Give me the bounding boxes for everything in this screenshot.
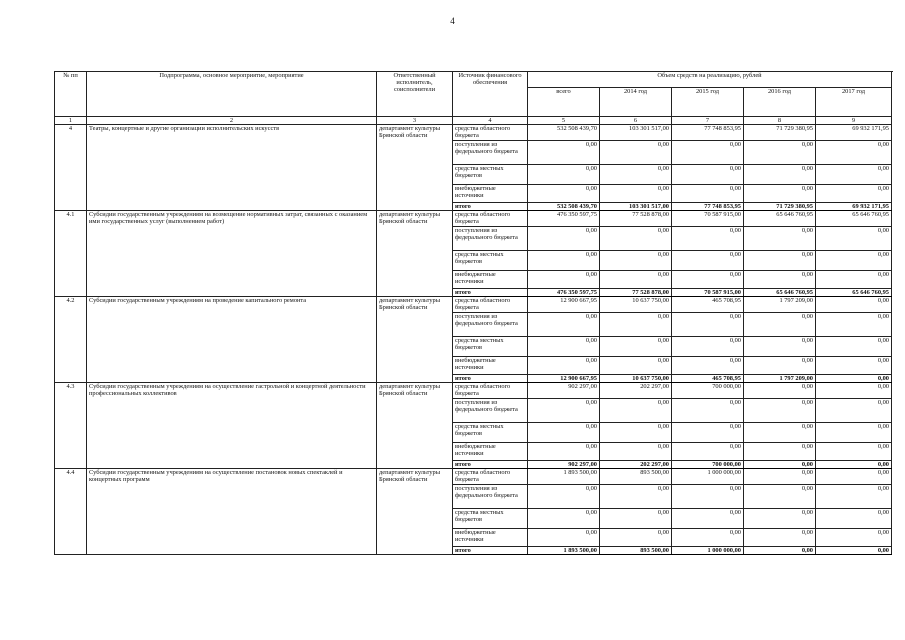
table-row — [55, 297, 892, 313]
amount-cell: 0,00 — [528, 141, 600, 165]
amount-cell: 0,00 — [816, 383, 892, 399]
amount-cell: 0,00 — [816, 271, 892, 289]
amount-cell: 0,00 — [600, 529, 672, 547]
amount-cell: 0,00 — [600, 313, 672, 337]
funding-source: итого — [453, 461, 528, 469]
amount-cell: 0,00 — [744, 357, 816, 375]
funding-source: итого — [453, 547, 528, 555]
amount-cell: 0,00 — [744, 443, 816, 461]
funding-source: средства местных бюджетов — [453, 251, 528, 271]
amount-cell: 202 297,00 — [600, 461, 672, 469]
program-name: Субсидии государственным учреждениям на возмещение нормативных затрат, связанных с оказанием ими государственных услуг (выполнением работ) — [87, 211, 377, 297]
amount-cell: 0,00 — [672, 165, 744, 185]
page-number: 4 — [450, 16, 455, 26]
funding-source: поступления из федерального бюджета — [453, 227, 528, 251]
table-body — [55, 125, 892, 555]
amount-cell: 0,00 — [600, 423, 672, 443]
amount-cell: 0,00 — [600, 509, 672, 529]
table-row — [55, 211, 892, 227]
executor-name: департамент культуры Брянской области — [377, 211, 453, 297]
amount-cell: 0,00 — [816, 399, 892, 423]
amount-cell: 0,00 — [528, 227, 600, 251]
amount-cell: 0,00 — [672, 485, 744, 509]
amount-cell: 0,00 — [672, 251, 744, 271]
amount-cell: 893 500,00 — [600, 547, 672, 555]
amount-cell: 69 932 171,95 — [816, 125, 892, 141]
amount-cell: 0,00 — [816, 443, 892, 461]
amount-cell: 0,00 — [744, 227, 816, 251]
table-row — [55, 469, 892, 485]
col-num-header: № пп — [55, 72, 87, 117]
amount-cell: 0,00 — [744, 165, 816, 185]
amount-cell: 0,00 — [816, 423, 892, 443]
amount-cell: 0,00 — [528, 443, 600, 461]
amount-cell: 0,00 — [528, 165, 600, 185]
amount-cell: 0,00 — [816, 357, 892, 375]
amount-cell: 0,00 — [744, 529, 816, 547]
funding-source: средства местных бюджетов — [453, 337, 528, 357]
funding-source: итого — [453, 203, 528, 211]
amount-cell: 0,00 — [600, 185, 672, 203]
amount-cell: 0,00 — [744, 313, 816, 337]
amount-cell: 1 893 500,00 — [528, 547, 600, 555]
amount-cell: 0,00 — [528, 529, 600, 547]
amount-cell: 0,00 — [816, 461, 892, 469]
amount-cell: 476 350 597,75 — [528, 211, 600, 227]
executor-name: департамент культуры Брянской области — [377, 125, 453, 211]
amount-cell: 0,00 — [600, 141, 672, 165]
funding-source: итого — [453, 289, 528, 297]
amount-cell: 0,00 — [816, 185, 892, 203]
funding-source: средства областного бюджета — [453, 297, 528, 313]
amount-cell: 465 708,95 — [672, 297, 744, 313]
amount-cell: 0,00 — [744, 509, 816, 529]
amount-cell: 532 508 439,70 — [528, 203, 600, 211]
col-program-header: Подпрограмма, основное мероприятие, мероприятие — [87, 72, 377, 117]
amount-cell: 0,00 — [816, 375, 892, 383]
funding-source: внебюджетные источники — [453, 185, 528, 203]
program-name: Субсидии государственным учреждениям на осуществление гастрольной и концертной деятельности профессиональных коллективов — [87, 383, 377, 469]
amount-cell: 0,00 — [672, 185, 744, 203]
amount-cell: 65 646 760,95 — [816, 289, 892, 297]
row-number: 4.3 — [55, 383, 87, 469]
amount-cell: 0,00 — [528, 337, 600, 357]
funding-source: итого — [453, 375, 528, 383]
amount-cell: 10 637 750,00 — [600, 297, 672, 313]
amount-cell: 77 748 853,95 — [672, 125, 744, 141]
row-number: 4.1 — [55, 211, 87, 297]
amount-cell: 0,00 — [672, 443, 744, 461]
amount-cell: 0,00 — [816, 227, 892, 251]
amount-cell: 465 708,95 — [672, 375, 744, 383]
amount-cell: 77 528 878,00 — [600, 211, 672, 227]
amount-cell: 12 900 667,95 — [528, 297, 600, 313]
amount-cell: 103 301 517,00 — [600, 125, 672, 141]
amount-cell: 1 000 000,00 — [672, 469, 744, 485]
amount-cell: 1 797 209,00 — [744, 297, 816, 313]
amount-cell: 0,00 — [528, 485, 600, 509]
amount-cell: 0,00 — [528, 399, 600, 423]
amount-cell: 202 297,00 — [600, 383, 672, 399]
amount-cell: 65 646 760,95 — [744, 289, 816, 297]
funding-source: средства областного бюджета — [453, 125, 528, 141]
amount-cell: 0,00 — [528, 509, 600, 529]
amount-cell: 0,00 — [672, 399, 744, 423]
funding-source: поступления из федерального бюджета — [453, 313, 528, 337]
amount-cell: 0,00 — [528, 271, 600, 289]
amount-cell: 893 500,00 — [600, 469, 672, 485]
amount-cell: 902 297,00 — [528, 383, 600, 399]
amount-cell: 0,00 — [600, 251, 672, 271]
amount-cell: 0,00 — [672, 227, 744, 251]
amount-cell: 0,00 — [744, 383, 816, 399]
amount-cell: 0,00 — [816, 313, 892, 337]
amount-cell: 0,00 — [672, 529, 744, 547]
amount-cell: 70 587 915,00 — [672, 289, 744, 297]
table-row — [55, 383, 892, 399]
funding-source: средства местных бюджетов — [453, 509, 528, 529]
funding-source: средства областного бюджета — [453, 211, 528, 227]
amount-cell: 700 000,00 — [672, 383, 744, 399]
amount-cell: 0,00 — [672, 509, 744, 529]
amount-cell: 0,00 — [600, 337, 672, 357]
amount-cell: 77 748 853,95 — [672, 203, 744, 211]
amount-cell: 0,00 — [672, 423, 744, 443]
amount-cell: 0,00 — [744, 337, 816, 357]
program-name: Театры, концертные и другие организации исполнительских искусств — [87, 125, 377, 211]
amount-cell: 0,00 — [744, 469, 816, 485]
column-number: 4 — [453, 117, 528, 125]
amount-cell: 0,00 — [600, 227, 672, 251]
executor-name: департамент культуры Брянской области — [377, 297, 453, 383]
amount-cell: 0,00 — [744, 423, 816, 443]
amount-cell: 70 587 915,00 — [672, 211, 744, 227]
amount-cell: 77 528 878,00 — [600, 289, 672, 297]
amount-cell: 0,00 — [600, 485, 672, 509]
amount-cell: 0,00 — [816, 469, 892, 485]
col-year-header: 2017 год — [816, 88, 892, 117]
row-number: 4.4 — [55, 469, 87, 555]
amount-cell: 0,00 — [528, 313, 600, 337]
amount-cell: 12 900 667,95 — [528, 375, 600, 383]
amount-cell: 69 932 171,95 — [816, 203, 892, 211]
amount-cell: 0,00 — [744, 141, 816, 165]
row-number: 4 — [55, 125, 87, 211]
row-number: 4.2 — [55, 297, 87, 383]
amount-cell: 0,00 — [672, 271, 744, 289]
funding-source: поступления из федерального бюджета — [453, 485, 528, 509]
amount-cell: 0,00 — [528, 357, 600, 375]
amount-cell: 0,00 — [816, 485, 892, 509]
amount-cell: 0,00 — [528, 423, 600, 443]
amount-cell: 0,00 — [744, 271, 816, 289]
amount-cell: 0,00 — [528, 185, 600, 203]
funding-source: средства местных бюджетов — [453, 165, 528, 185]
amount-cell: 71 729 380,95 — [744, 203, 816, 211]
col-year-header: всего — [528, 88, 600, 117]
amount-cell: 532 508 439,70 — [528, 125, 600, 141]
amount-cell: 700 000,00 — [672, 461, 744, 469]
amount-cell: 0,00 — [672, 357, 744, 375]
amount-cell: 1 893 500,00 — [528, 469, 600, 485]
funding-source: поступления из федерального бюджета — [453, 141, 528, 165]
amount-cell: 0,00 — [600, 443, 672, 461]
amount-cell: 476 350 597,75 — [528, 289, 600, 297]
amount-cell: 0,00 — [816, 529, 892, 547]
funding-source: внебюджетные источники — [453, 271, 528, 289]
amount-cell: 0,00 — [672, 313, 744, 337]
funding-source: поступления из федерального бюджета — [453, 399, 528, 423]
column-number: 3 — [377, 117, 453, 125]
amount-cell: 0,00 — [744, 185, 816, 203]
amount-cell: 0,00 — [600, 271, 672, 289]
amount-cell: 1 000 000,00 — [672, 547, 744, 555]
column-number: 7 — [672, 117, 744, 125]
table-row — [55, 125, 892, 141]
column-number: 6 — [600, 117, 672, 125]
col-year-header: 2014 год — [600, 88, 672, 117]
col-year-header: 2015 год — [672, 88, 744, 117]
col-source-header: Источник финансового обеспечения — [453, 72, 528, 117]
col-executor-header: Ответственный исполнитель, соисполнители — [377, 72, 453, 117]
funding-source: средства областного бюджета — [453, 383, 528, 399]
funding-source: внебюджетные источники — [453, 357, 528, 375]
budget-table — [54, 71, 892, 555]
funding-source: внебюджетные источники — [453, 443, 528, 461]
amount-cell: 902 297,00 — [528, 461, 600, 469]
amount-cell: 10 637 750,00 — [600, 375, 672, 383]
executor-name: департамент культуры Брянской области — [377, 469, 453, 555]
column-number: 2 — [87, 117, 377, 125]
amount-cell: 0,00 — [744, 547, 816, 555]
program-name: Субсидии государственным учреждениям на осуществление постановок новых спектаклей и концертных программ — [87, 469, 377, 555]
amount-cell: 0,00 — [744, 485, 816, 509]
amount-cell: 0,00 — [744, 399, 816, 423]
amount-cell: 0,00 — [528, 251, 600, 271]
executor-name: департамент культуры Брянской области — [377, 383, 453, 469]
col-year-header: 2016 год — [744, 88, 816, 117]
volume-group-header: Объем средств на реализацию, рублей — [528, 72, 892, 88]
amount-cell: 0,00 — [744, 461, 816, 469]
table-header — [55, 72, 892, 125]
amount-cell: 0,00 — [816, 337, 892, 357]
funding-source: средства местных бюджетов — [453, 423, 528, 443]
funding-source: средства областного бюджета — [453, 469, 528, 485]
column-number: 5 — [528, 117, 600, 125]
amount-cell: 65 646 760,95 — [744, 211, 816, 227]
amount-cell: 65 646 760,95 — [816, 211, 892, 227]
column-numbers-row — [55, 117, 892, 125]
amount-cell: 0,00 — [816, 547, 892, 555]
amount-cell: 0,00 — [672, 141, 744, 165]
amount-cell: 0,00 — [744, 251, 816, 271]
amount-cell: 1 797 209,00 — [744, 375, 816, 383]
column-number: 8 — [744, 117, 816, 125]
funding-source: внебюджетные источники — [453, 529, 528, 547]
amount-cell: 0,00 — [816, 297, 892, 313]
amount-cell: 0,00 — [816, 165, 892, 185]
amount-cell: 0,00 — [600, 165, 672, 185]
amount-cell: 0,00 — [816, 509, 892, 529]
program-name: Субсидии государственным учреждениям на проведение капитального ремонта — [87, 297, 377, 383]
column-number: 1 — [55, 117, 87, 125]
amount-cell: 71 729 380,95 — [744, 125, 816, 141]
column-number: 9 — [816, 117, 892, 125]
amount-cell: 0,00 — [816, 251, 892, 271]
amount-cell: 0,00 — [600, 399, 672, 423]
amount-cell: 0,00 — [600, 357, 672, 375]
amount-cell: 103 301 517,00 — [600, 203, 672, 211]
amount-cell: 0,00 — [672, 337, 744, 357]
amount-cell: 0,00 — [816, 141, 892, 165]
